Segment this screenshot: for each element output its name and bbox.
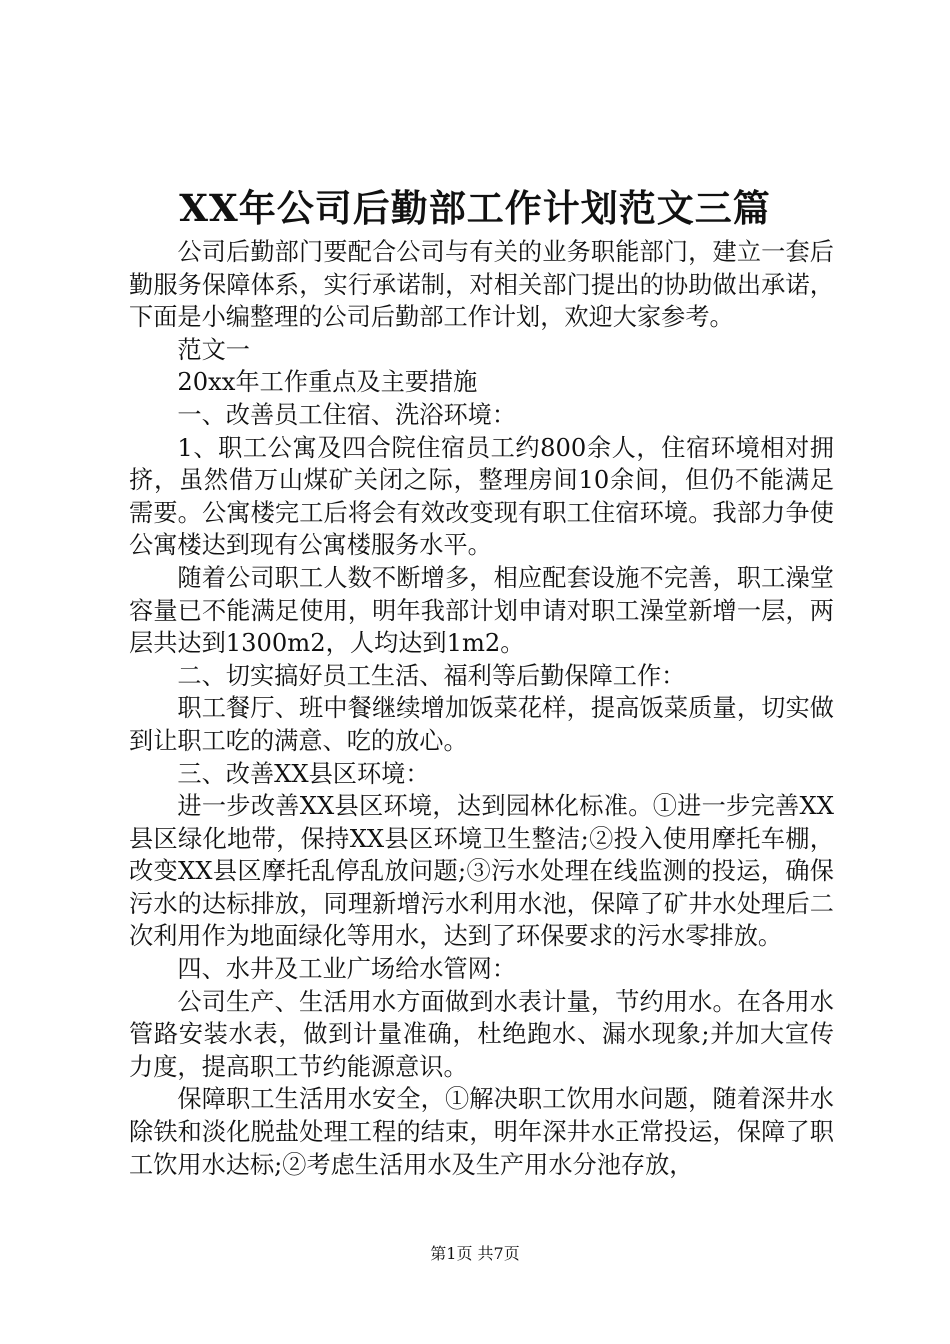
document-title: XX年公司后勤部工作计划范文三篇 xyxy=(179,186,771,230)
paragraph-item-one-heading: 一、改善员工住宿、洗浴环境： xyxy=(177,400,517,429)
page-footer: 第1页 共7页 xyxy=(430,1244,520,1263)
paragraph-sample-heading: 范文一 xyxy=(177,335,250,364)
paragraph-dormitory: 1、职工公寓及四合院住宿员工约800余人，住宿环境相对拥挤，虽然借万山煤矿关闭之际，整理房间10余间，但仍不能满足需要。公寓楼完工后将会有效改变现有职工住宿环境。我部力争使公寓楼达到现有公寓楼服务水平。 xyxy=(129,433,834,560)
paragraph-bathhouse: 随着公司职工人数不断增多，相应配套设施不完善，职工澡堂容量已不能满足使用，明年我部计划申请对职工澡堂新增一层，两层共达到1300m2，人均达到1m2。 xyxy=(129,563,834,658)
paragraph-water-safety: 保障职工生活用水安全，①解决职工饮用水问题，随着深井水除铁和淡化脱盐处理工程的结束，明年深井水正常投运，保障了职工饮用水达标;②考虑生活用水及生产用水分池存放， xyxy=(129,1085,834,1179)
paragraph-water-metering: 公司生产、生活用水方面做到水表计量，节约用水。在各用水管路安装水表，做到计量准确，杜绝跑水、漏水现象;并加大宣传力度，提高职工节约能源意识。 xyxy=(129,987,834,1081)
paragraph-item-two-heading: 二、切实搞好员工生活、福利等后勤保障工作： xyxy=(177,661,686,690)
paragraph-environment: 进一步改善XX县区环境，达到园林化标准。①进一步完善XX县区绿化地带，保持XX县区环境卫生整洁;②投入使用摩托车棚，改变XX县区摩托乱停乱放问题;③污水处理在线监测的投运，确保污水的达标排放，同理新增污水利用水池，保障了矿井水处理后二次利用作为地面绿化等用水，达到了环保要求的污水零排放。 xyxy=(129,792,834,951)
paragraph-canteen: 职工餐厅、班中餐继续增加饭菜花样，提高饭菜质量，切实做到让职工吃的满意、吃的放心。 xyxy=(129,694,834,755)
paragraph-item-four-heading: 四、水井及工业广场给水管网： xyxy=(177,955,517,984)
document-body xyxy=(129,236,834,1181)
paragraph-item-three-heading: 三、改善XX县区环境： xyxy=(177,759,430,788)
paragraph-section-heading: 20xx年工作重点及主要措施 xyxy=(177,368,478,397)
paragraph-intro: 公司后勤部门要配合公司与有关的业务职能部门，建立一套后勤服务保障体系，实行承诺制，对相关部门提出的协助做出承诺，下面是小编整理的公司后勤部工作计划，欢迎大家参考。 xyxy=(129,238,834,332)
